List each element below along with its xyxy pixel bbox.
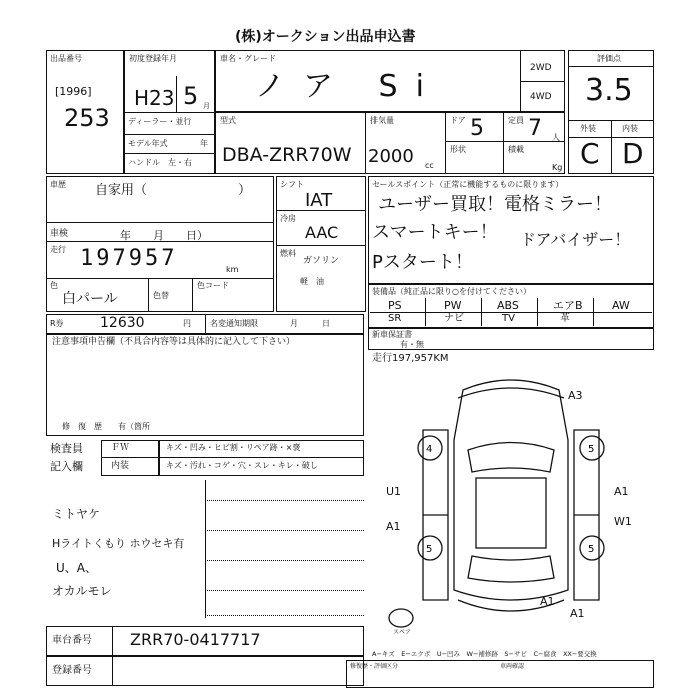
exterior-grade: C <box>580 137 600 170</box>
chassis-label: 車台番号 <box>52 635 92 646</box>
inspection-label: 車検 <box>50 229 69 239</box>
usage-label: 車歴 <box>50 180 66 189</box>
damage-mark-7: A1 <box>540 595 555 608</box>
mileage-note: 走行197,957KM <box>372 353 449 364</box>
color-value: 白パール <box>62 291 118 307</box>
sales-point-line-4: Pスタート！ <box>372 252 473 273</box>
displacement-value: 2000 <box>368 146 414 167</box>
sales-point-line-1: ユーザー買取！電格ミラー！ <box>378 194 612 215</box>
spare-tire <box>389 609 413 627</box>
score-label: 評価点 <box>597 54 621 63</box>
r-ticket-unit: 円 <box>183 319 191 328</box>
registration-label: 初度登録年月 <box>129 54 177 63</box>
equipment-grid <box>370 298 652 326</box>
damage-mark-6: A1 <box>570 607 585 620</box>
color-change-label: 色替 <box>153 291 169 300</box>
inspector-note-1: ミトヤケ <box>52 507 101 521</box>
exterior-label: 外装 <box>580 124 596 133</box>
inspector-note-4: オカルモレ <box>52 584 112 598</box>
roof-outline <box>476 478 546 548</box>
mileage-unit: km <box>226 265 239 274</box>
ac-value: AAC <box>305 223 339 242</box>
sales-point-line-2: スマートキー！ <box>372 222 498 243</box>
equipment-item-aw: AW <box>612 299 630 312</box>
car-name-value: ノア Si <box>255 69 442 104</box>
fuel-alt: 軽 油 <box>300 277 324 286</box>
tire-depth-fl: 4 <box>426 444 433 455</box>
color-code-label: 色コード <box>197 281 229 290</box>
warranty-label: 新車保証書 <box>372 330 412 339</box>
drive-2wd: 2WD <box>530 63 552 73</box>
name-change-label: 名変通知期限 月 日 <box>210 319 330 328</box>
lot-year-tag: [1996] <box>55 85 92 98</box>
mileage-label: 走行 <box>50 245 66 254</box>
equipment-item-pw: PW ナビ <box>426 298 482 326</box>
lot-label: 出品番号 <box>50 54 82 63</box>
spare-label: スペア <box>393 629 412 636</box>
doors-label: ドア <box>450 116 466 125</box>
score-value: 3.5 <box>585 73 633 108</box>
plate-box <box>46 656 364 686</box>
sales-point-line-3: ドアバイザー！ <box>520 230 631 249</box>
drive-4wd: 4WD <box>530 92 552 102</box>
registration-month-unit: 月 <box>203 102 210 110</box>
car-name-label: 車名・グレード <box>220 54 276 63</box>
shift-value: IAT <box>305 190 333 211</box>
load-label: 積載 <box>508 145 524 154</box>
notes-label: 注意事項申告欄（不具合内容等は具体的に記入して下さい） <box>52 337 296 347</box>
fuel-value: ガソリン <box>303 256 340 266</box>
interior-label: 内装 <box>622 124 638 133</box>
damage-mark-3: W1 <box>614 515 632 528</box>
damage-legend: A−キズ E−エクボ U−凹み W−補修跡 S−サビ C−腐食 XX−要交換 <box>372 650 597 658</box>
model-year-unit: 年 <box>200 139 208 148</box>
handle-label: ハンドル 左・右 <box>128 158 192 167</box>
displacement-unit: cc <box>425 161 434 170</box>
model-year-label: モデル年式 <box>128 139 168 148</box>
ac-label: 冷房 <box>280 214 296 223</box>
plate-label: 登録番号 <box>52 665 92 676</box>
displacement-label: 排気量 <box>370 116 394 125</box>
footer-label-1: 修復歴・評価区分 <box>350 663 399 670</box>
shape-label: 形状 <box>450 145 466 154</box>
model-label: 型式 <box>220 116 236 125</box>
capacity-value: 7 <box>528 116 542 141</box>
registration-era: H23 <box>134 86 175 110</box>
repair-history-label: 修 復 歴 有（箇所 <box>62 422 150 431</box>
sales-points-label: セールスポイント（正常に機能するものに限ります） <box>372 180 564 189</box>
tire-depth-rl: 5 <box>426 544 433 555</box>
damage-mark-1: A3 <box>568 389 583 402</box>
doors-value: 5 <box>470 116 484 141</box>
warranty-value: 有・無 <box>400 340 424 349</box>
chassis-value: ZRR70-0417717 <box>130 630 261 649</box>
tire-depth-fr: 5 <box>588 444 595 455</box>
rear-window-outline <box>468 556 554 582</box>
checklist: 検査員 ＦＷ キズ・凹み・ヒビ割・リペア跡・×褒 記入欄 内装 キズ・汚れ・コゲ・穴・スレ・キレ・破し <box>46 440 364 476</box>
capacity-unit: 人 <box>552 133 560 142</box>
interior-grade: D <box>622 137 644 170</box>
car-body-outline <box>454 380 568 600</box>
equipment-label: 装備品（純正品に限り○を付けてください） <box>372 287 531 296</box>
fuel-label: 燃料 <box>280 249 296 258</box>
capacity-label: 定員 <box>508 116 524 125</box>
shift-label: シフト <box>280 180 304 189</box>
windshield-outline <box>468 443 554 473</box>
registration-month: 5 <box>183 82 199 110</box>
inspection-suffix: 年 月 日） <box>120 229 208 242</box>
equipment-item-ps: PS SR <box>370 298 426 326</box>
tire-depth-rr: 5 <box>588 544 595 555</box>
usage-value: 自家用（ ） <box>95 183 252 198</box>
damage-mark-5: A1 <box>386 520 401 533</box>
damage-mark-4: U1 <box>386 485 402 498</box>
front-bumper <box>458 388 564 398</box>
mileage-value: 197957 <box>80 246 178 271</box>
damage-mark-2: A1 <box>614 485 629 498</box>
r-ticket-value: 12630 <box>100 315 145 331</box>
notes-box <box>46 334 364 436</box>
footer-label-2: 車両確認 <box>500 663 525 670</box>
inspector-note-3: U、A、 <box>56 561 97 575</box>
form-title: (株)オークション出品申込書 <box>235 29 416 45</box>
model-value: DBA-ZRR70W <box>222 144 352 166</box>
lot-number: 253 <box>64 104 110 132</box>
color-label: 色 <box>50 281 58 290</box>
r-ticket-label: R券 <box>50 319 64 328</box>
equipment-item-abs: ABS TV <box>482 298 538 326</box>
inspector-note-2: Hライトくもり ホウセキ有 <box>52 537 185 550</box>
dealer-label: ディーラー・並行 <box>128 117 192 126</box>
load-unit: Kg <box>552 163 563 172</box>
car-diagram <box>368 360 654 650</box>
equipment-item-airbag: エアB 革 <box>538 298 594 326</box>
